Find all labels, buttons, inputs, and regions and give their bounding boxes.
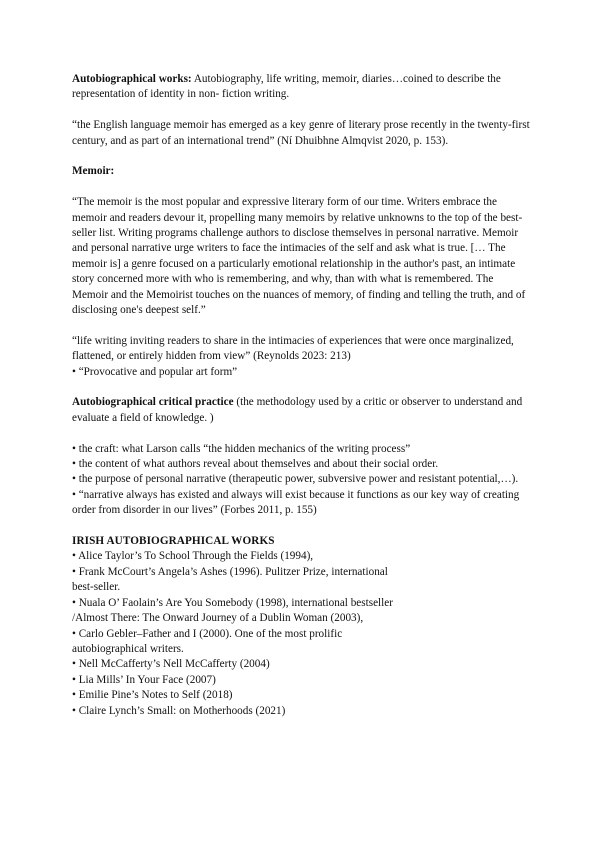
list-item: • Nell McCafferty’s Nell McCafferty (2004) [72,658,270,671]
quote-reynolds: “life writing inviting readers to share in the intimacies of experiences that were once marginalized, flattened, or entirely hidden from view” (Reynolds 2023: 213) [72,334,514,363]
list-item: • Nuala O’ Faolain’s Are You Somebody (1998), international bestseller [72,596,393,609]
quote-memoir-long: “The memoir is the most popular and expressive literary form of our time. Writers embrace the memoir and readers devour it, propelling many memoirs by relative unknowns to the top of the best-seller list. Writing programs challenge authors to disclose themselves in personal narrative. Memoir and personal narrative urge writers to face the intimacies of the self and ask what is true. [… The memoir is] a genre focused on a particularly emotional relationship in the author's past, an intimate story concerned more with who is remembering, and why, than with what is remembered. The Memoir and the Memoirist touches on the nuances of memory, of finding and telling the truth, and of disclosing one's deepest self.” [72,196,526,317]
list-item: • Claire Lynch’s Small: on Motherhoods (2021) [72,704,286,717]
term-critical-practice: Autobiographical critical practice [72,396,234,409]
bullet-narrative-quote: • “narrative always has existed and always will exist because it functions as our key way of creating order from disorder in our lives” (Forbes 2011, p. 155) [72,488,520,517]
definition-critical-practice [72,395,532,426]
critical-definition-text: (the methodology used by a critic or observer to understand and evaluate a field of knowledge. ) [72,396,523,424]
definition-autobiographical-works [72,72,532,103]
document-page [72,72,532,719]
heading-memoir: Memoir: [72,165,115,178]
bullet-purpose: • the purpose of personal narrative (therapeutic power, subversive power and resistant potential,…). [72,473,519,486]
list-item: • Emilie Pine’s Notes to Self (2018) [72,689,233,702]
list-item: • Lia Mills’ In Your Face (2007) [72,673,216,686]
irish-works-list [72,549,532,718]
bullet-craft: • the craft: what Larson calls “the hidden mechanics of the writing process” [72,442,411,455]
list-item-continuation: best-seller. [72,581,121,594]
list-item-continuation: /Almost There: The Onward Journey of a Dublin Woman (2003), [72,612,364,625]
quote-ni-dhuibhne: “the English language memoir has emerged as a key genre of literary prose recently in the twenty-first century, and as part of an international trend” (Ní Dhuibhne Almqvist 2020, p. 153). [72,119,530,147]
definition-text: Autobiography, life writing, memoir, diaries…coined to describe the representation of identity in non- fiction writing. [72,73,501,101]
critical-bullet-list [72,442,532,519]
list-item: • Alice Taylor’s To School Through the Fields (1994), [72,550,314,563]
list-item: • Frank McCourt’s Angela’s Ashes (1996). Pulitzer Prize, international [72,565,388,578]
term-autobiographical-works: Autobiographical works: [72,73,192,85]
list-item-continuation: autobiographical writers. [72,642,184,655]
heading-irish-works: IRISH AUTOBIOGRAPHICAL WORKS [72,535,275,548]
list-item: • Carlo Gebler–Father and I (2000). One of the most prolific [72,627,343,640]
bullet-content: • the content of what authors reveal about themselves and about their social order. [72,458,439,471]
bullet-provocative: • “Provocative and popular art form” [72,365,238,378]
